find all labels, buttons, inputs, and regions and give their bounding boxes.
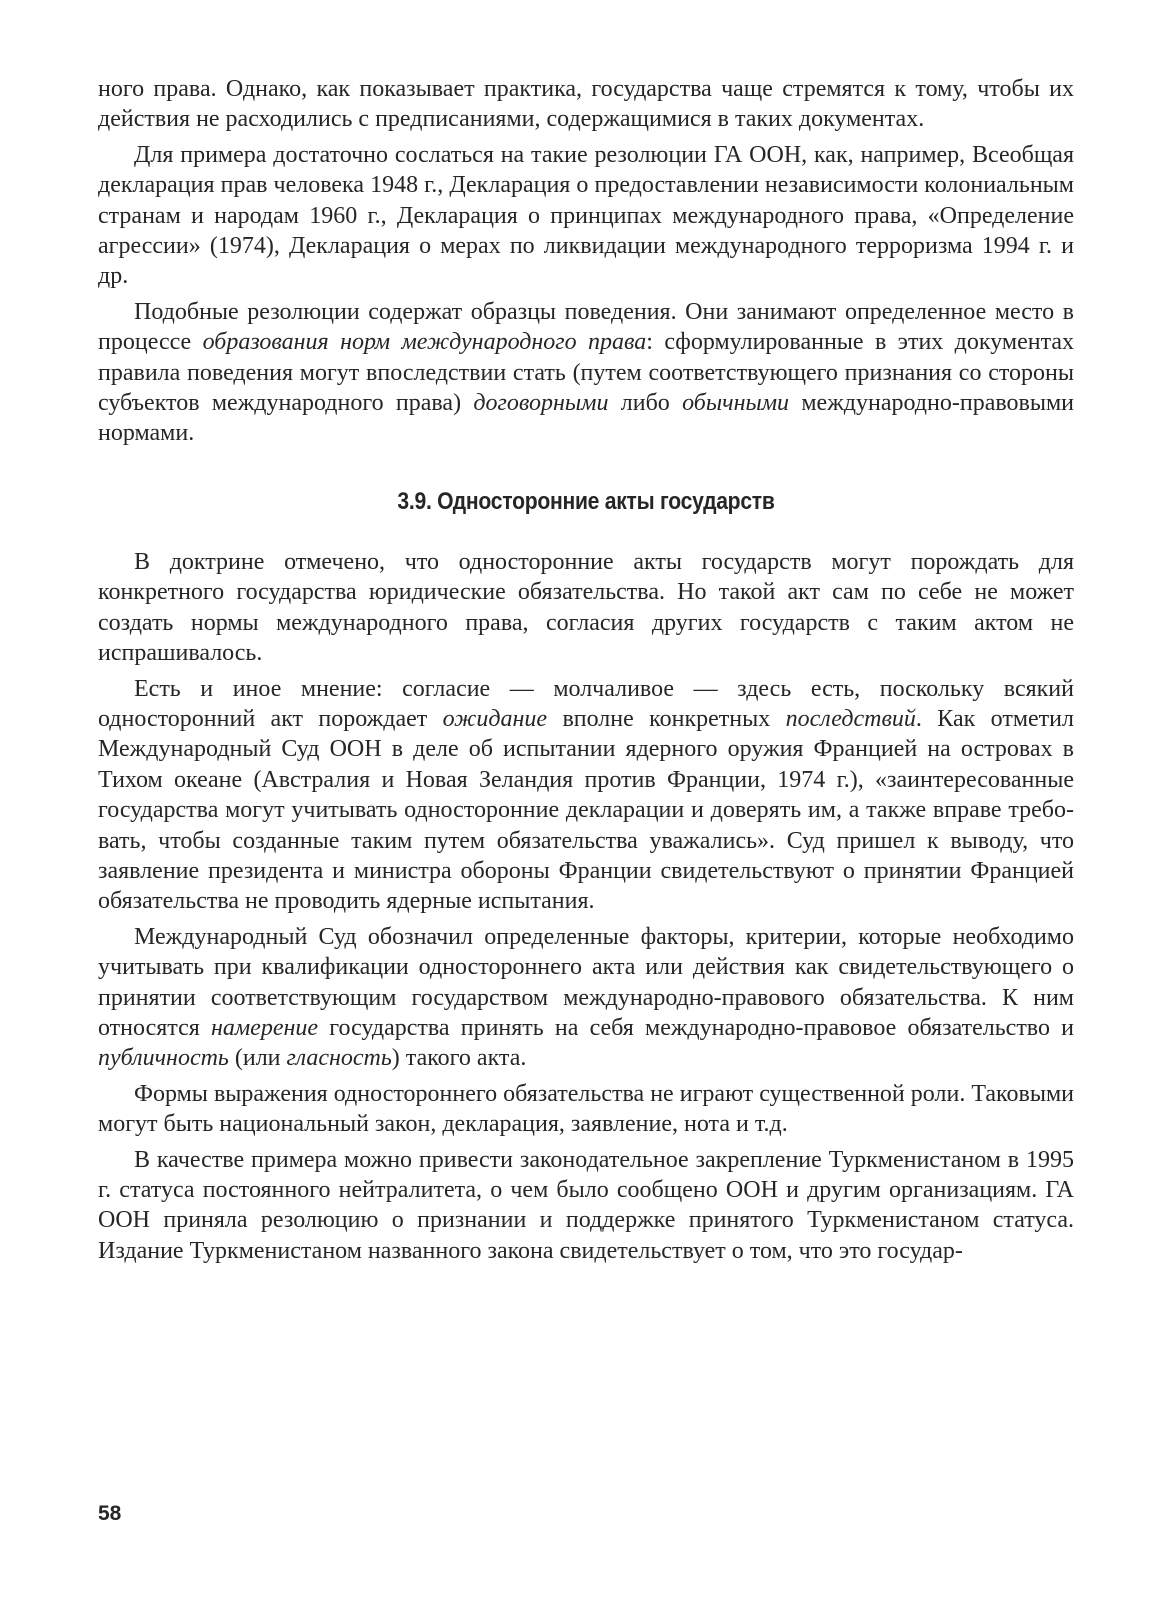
text-segment: Подобные резолюции содержат образцы поведения. Они занимают определенное место в процессе xyxy=(98,298,1074,356)
text-segment: В доктрине отмечено, что односторонние акты государств могут порождать для конкретного государства юридические обязательства. Но такой акт сам по себе не может создать нормы международного права, согласия других государств с таким актом не испрашивалось. xyxy=(98,548,1074,667)
emphasized-text: последствий xyxy=(785,705,916,732)
paragraphs-before-heading xyxy=(98,74,1074,449)
paragraph xyxy=(98,74,1074,135)
text-segment: ) такого акта. xyxy=(391,1045,527,1072)
paragraph xyxy=(98,297,1074,449)
paragraph xyxy=(98,547,1074,669)
paragraph xyxy=(98,1145,1074,1267)
section-heading: 3.9. Односторонние акты государств xyxy=(397,487,775,515)
emphasized-text: гласность xyxy=(286,1045,392,1072)
text-segment: Есть и иное мнение: согласие — молчаливое — здесь есть, поскольку всякий односторонний акт порождает xyxy=(98,675,1074,732)
emphasized-text: обычными xyxy=(682,390,790,417)
paragraph xyxy=(98,674,1074,917)
text-segment: Международный Суд обозначил определенные факторы, критерии, которые необходимо учитывать при квалификации одностороннего акта или действия как свидетельствующего о принятии соответствующим государством международно-правового обязательства. К ним относятся xyxy=(98,923,1074,1041)
emphasized-text: образования норм международного права xyxy=(202,329,647,356)
paragraphs-after-heading xyxy=(98,547,1074,1266)
text-segment: Для примера достаточно сослаться на такие резолюции ГА ООН, как, например, Всеобщая декларация прав человека 1948 г., Декларация о предоставлении независимости колониальным странам и народам 1960 г., Декларация о принципах международного права, «Определение агрессии» (1974), Декларация о мерах по ликвидации международного терроризма 1994 г. и др. xyxy=(98,141,1074,290)
page-body xyxy=(98,74,1074,1271)
text-segment: вполне конкретных xyxy=(547,705,786,732)
text-segment: В качестве примера можно привести законодательное закрепление Туркменистаном в 1995 г. статуса постоянного нейтралитета, о чем было сообщено ООН и другим организациям. ГА ООН приняла резолюцию о признании и поддержке принятого Туркменистаном статуса. Издание Туркменистаном названного закона свидетельствует о том, что это государ- xyxy=(98,1146,1074,1264)
text-segment: : сформулированные в этих документах правила поведения могут впоследствии стать (путем соответствующего признания со стороны субъектов международного права) xyxy=(98,329,1075,417)
paragraph xyxy=(98,922,1074,1074)
text-segment: ного права. Однако, как показывает практика, государства чаще стремятся к тому, чтобы их действия не расходились с предписаниями, содержащимися в таких документах. xyxy=(98,76,1074,133)
text-segment: (или xyxy=(228,1045,287,1072)
text-segment: Формы выражения одностороннего обязательства не играют существенной роли. Таковыми могут быть национальный закон, декларация, заявление, нота и т.д. xyxy=(98,1080,1074,1138)
emphasized-text: публичность xyxy=(98,1045,229,1072)
page-number: 58 xyxy=(98,1502,122,1525)
text-segment: . Как отметил Международный Суд ООН в деле об испытании ядерного оружия Францией на островах в Тихом океане (Австралия и Новая Зеландия против Франции, 1974 г.), «заинтересованные государства могут учитывать односторонние декларации и доверять им, а также вправе требовать, чтобы созданные таким путем обязательства уважались». Суд пришел к выводу, что заявление президента и министра обороны Франции свидетельствуют о принятии Францией обязательства не проводить ядерные испытания. xyxy=(98,705,1074,915)
emphasized-text: договорными xyxy=(473,390,609,417)
paragraph xyxy=(98,140,1074,292)
text-segment: государства принять на себя международно-правовое обязательство и xyxy=(318,1014,1074,1041)
emphasized-text: намерение xyxy=(210,1014,319,1041)
text-segment: международно-правовыми нормами. xyxy=(98,390,1075,447)
paragraph xyxy=(98,1079,1074,1140)
text-segment: либо xyxy=(608,390,683,417)
emphasized-text: ожидание xyxy=(442,705,548,732)
